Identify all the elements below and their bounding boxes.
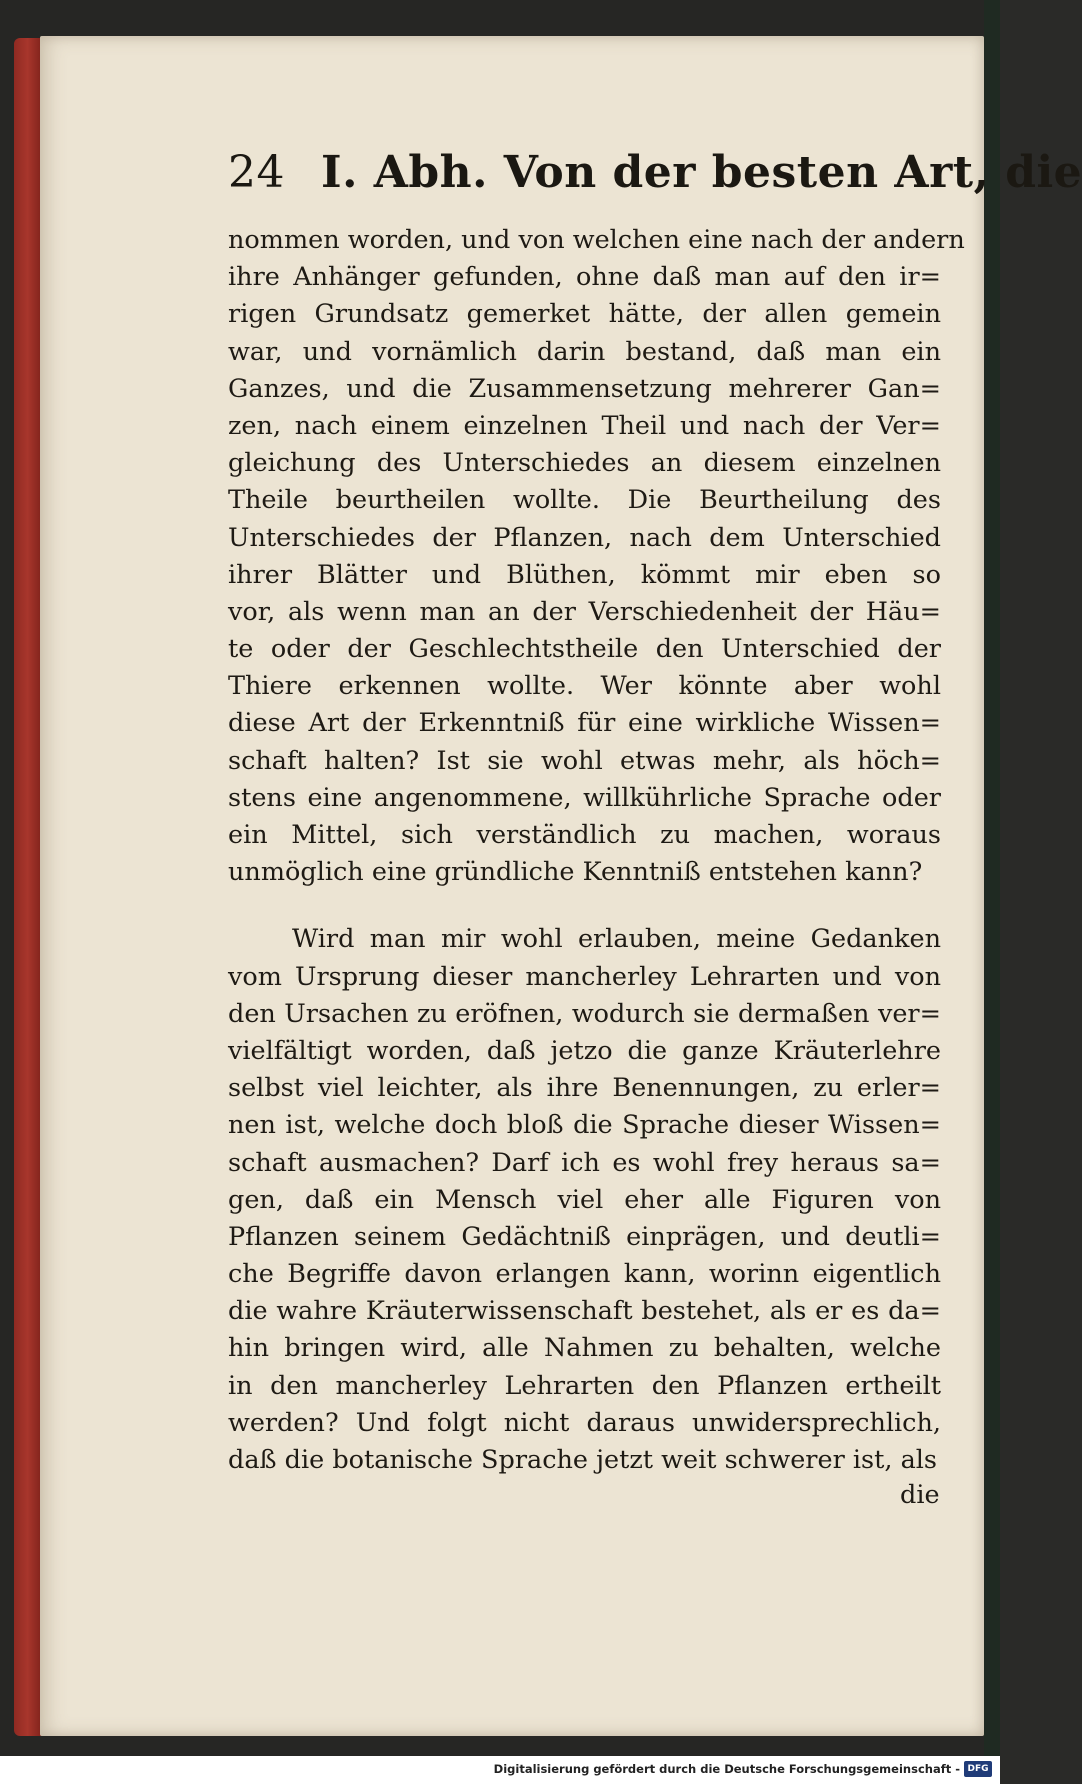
text-line: den Ursachen zu eröfnen, wodurch sie dermaßen ver=	[228, 998, 941, 1029]
text-line: Wird man mir wohl erlauben, meine Gedanken	[292, 924, 941, 955]
text-line: che Begriffe davon erlangen kann, worinn eigentlich	[228, 1259, 941, 1290]
text-line: zen, nach einem einzelnen Theil und nach der Ver=	[228, 410, 941, 441]
paragraph	[228, 921, 941, 1479]
text-line: in den mancherley Lehrarten den Pflanzen ertheilt	[228, 1370, 941, 1401]
text-line: die wahre Kräuterwissenschaft bestehet, als er es da=	[228, 1296, 941, 1327]
text-line: schaft ausmachen? Darf ich es wohl frey heraus sa=	[228, 1147, 941, 1178]
footer-credit: Digitalisierung gefördert durch die Deutsche Forschungsgemeinschaft -	[493, 1762, 960, 1776]
text-line: stens eine angenommene, willkührliche Sprache oder	[228, 782, 941, 813]
text-line: vor, als wenn man an der Verschiedenheit der Häu=	[228, 596, 941, 627]
text-line: Pflanzen seinem Gedächtniß einprägen, und deutli=	[228, 1221, 941, 1252]
text-line: selbst viel leichter, als ihre Benennungen, zu erler=	[228, 1073, 941, 1104]
text-line: nen ist, welche doch bloß die Sprache dieser Wissen=	[228, 1110, 941, 1141]
text-line: schaft halten? Ist sie wohl etwas mehr, als höch=	[228, 745, 941, 776]
text-line: unmöglich eine gründliche Kenntniß entstehen kann?	[228, 857, 923, 888]
body-text	[228, 222, 965, 1479]
text-line: daß die botanische Sprache jetzt weit schwerer ist, als	[228, 1445, 938, 1475]
text-line: Ganzes, und die Zusammensetzung mehrerer Gan=	[228, 373, 941, 404]
text-line: vielfältigt worden, daß jetzo die ganze Kräuterlehre	[228, 1035, 941, 1066]
page-header	[228, 147, 1082, 207]
text-line: Thiere erkennen wollte. Wer könnte aber wohl	[228, 671, 941, 702]
text-line: hin bringen wird, alle Nahmen zu behalten, welche	[228, 1333, 941, 1364]
text-line: ihrer Blätter und Blüthen, kömmt mir eben so	[228, 559, 941, 590]
text-line: rigen Grundsatz gemerket hätte, der allen gemein	[228, 299, 941, 330]
text-line: gen, daß ein Mensch viel eher alle Figuren von	[228, 1184, 941, 1215]
text-line: te oder der Geschlechtstheile den Unterschied der	[228, 634, 941, 665]
text-line: Theile beurtheilen wollte. Die Beurtheilung des	[228, 485, 941, 516]
text-line: Unterschiedes der Pflanzen, nach dem Unterschied	[228, 522, 941, 553]
text-line: gleichung des Unterschiedes an diesem einzelnen	[228, 448, 941, 479]
text-line: diese Art der Erkenntniß für eine wirkliche Wissen=	[228, 708, 941, 739]
book-cover-edge	[984, 0, 1000, 1784]
page-number: 24	[228, 147, 285, 198]
text-line: vom Ursprung dieser mancherley Lehrarten und von	[228, 961, 941, 992]
paragraph-gap	[228, 891, 941, 921]
text-line: ein Mittel, sich verständlich zu machen, woraus	[228, 820, 941, 850]
text-line: nommen worden, und von welchen eine nach der andern	[228, 225, 965, 255]
text-line: ihre Anhänger gefunden, ohne daß man auf den ir=	[228, 262, 941, 293]
catchword: die	[900, 1480, 940, 1510]
text-line: war, und vornämlich darin bestand, daß man ein	[228, 336, 941, 367]
dfg-logo: DFG	[964, 1761, 992, 1777]
running-title: I. Abh. Von der besten Art, die	[321, 147, 1082, 198]
paragraph	[228, 222, 965, 891]
text-line: werden? Und folgt nicht daraus unwidersprechlich,	[228, 1407, 941, 1438]
